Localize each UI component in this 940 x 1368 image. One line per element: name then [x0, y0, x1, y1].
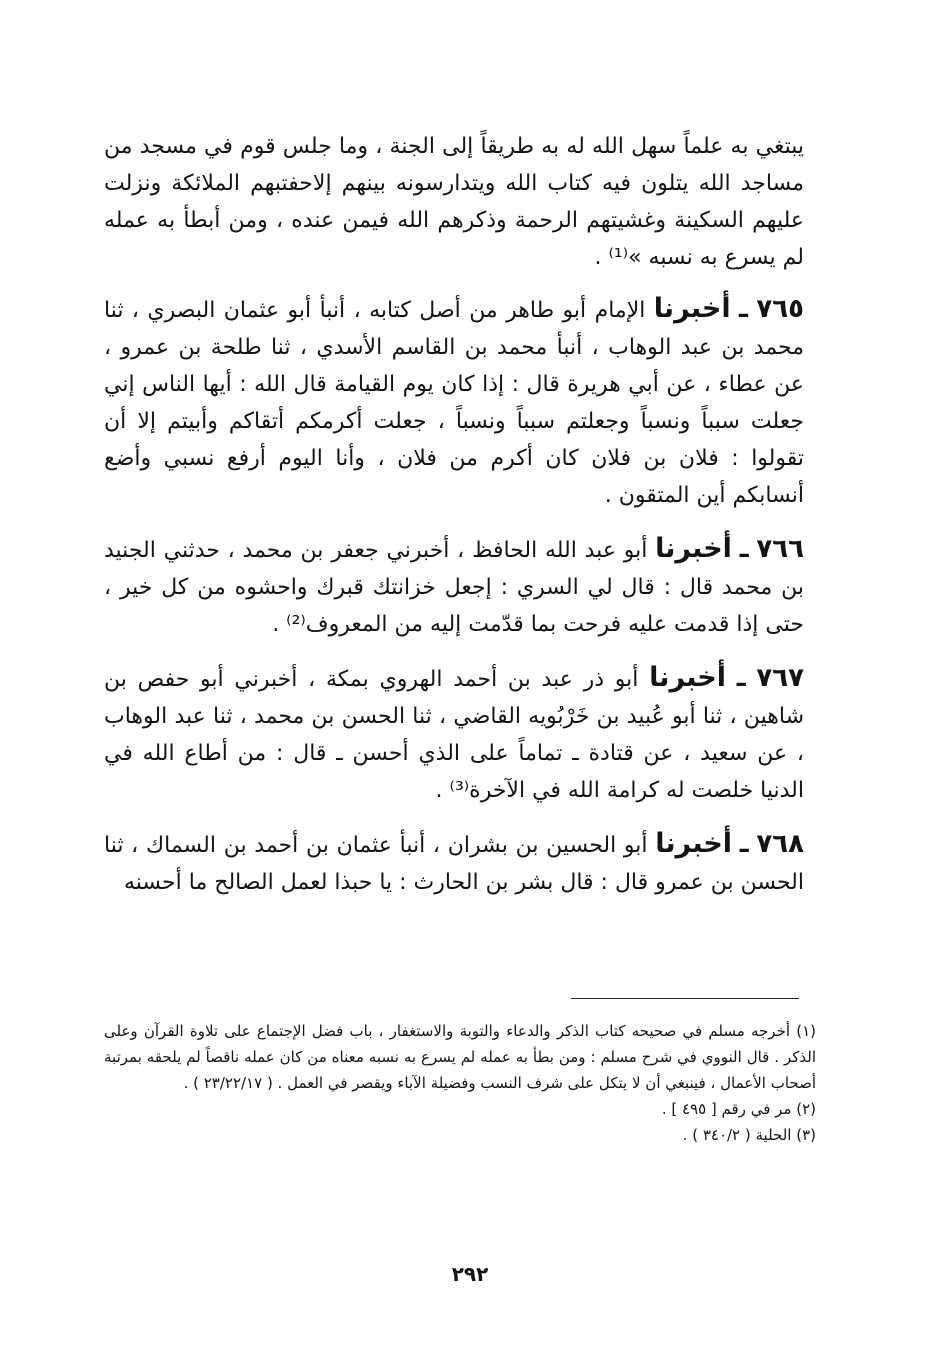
- hadith-765: [104, 290, 804, 514]
- number-dash: ـ: [739, 534, 749, 564]
- hadith-text: أبو ذر عبد بن أحمد الهروي بمكة ، أخبرني أبو حفص بن شاهين ، ثنا أبو عُبيد بن خَرْبُويه القاضي ، ثنا الحسن بن محمد ، ثنا عبد الوهاب ، عن سعيد ، عن قتادة ـ تماماً على الذي أحسن ـ قال : من أطاع الله في الدنيا خلصت له كرامة الله في الآخرة⁽³⁾ .: [104, 667, 804, 803]
- paragraph-text: يبتغي به علماً سهل الله له به طريقاً إلى الجنة ، وما جلس قوم في مسجد من مساجد الله يتلون فيه كتاب الله ويتدارسونه بينهم إلاحفتبهم الملائكة ونزلت عليهم السكينة وغشيتهم الرحمة وذكرهم الله فيمن عنده ، ومن أبطأ به عمله لم يسرع به نسبه »⁽¹⁾ .: [104, 134, 804, 270]
- hadith-keyword: أخبرنا: [655, 533, 732, 564]
- hadith-number: ٧٦٥: [756, 294, 804, 324]
- hadith-number: ٧٦٦: [756, 534, 804, 564]
- hadith-767: [104, 659, 804, 809]
- footnote-1: (١) أخرجه مسلم في صحيحه كتاب الذكر والدعاء والتوبة والاستغفار ، باب فضل الإجتماع على تلاوة القرآن وعلى الذكر . قال النووي في شرح مسلم : ومن بطأ به عمله لم يسرع به نسبه معناه من كان عمله ناقصاً لم يلحقه بمرتبة أصحاب الأعمال ، فينبغي أن لا يتكل على شرف النسب وفضيلة الآباء ويقصر في العمل . ( ٢٣/٢٢/١٧ ) .: [104, 1022, 816, 1092]
- hadith-766: [104, 530, 804, 643]
- number-dash: ـ: [739, 829, 749, 859]
- hadith-768: [104, 825, 804, 901]
- footnote-2: (٢) مر في رقم [ ٤٩٥ ] .: [661, 1100, 816, 1118]
- number-dash: ـ: [736, 663, 746, 693]
- footnote-separator: [571, 998, 799, 999]
- hadith-text: الإمام أبو طاهر من أصل كتابه ، أنبأ أبو عثمان البصري ، ثنا محمد بن عبد الوهاب ، أنبأ محمد بن القاسم الأسدي ، ثنا طلحة بن عمرو ، عن عطاء ، عن أبي هريرة قال : إذا كان يوم القيامة قال الله : أيها الناس إني جعلت سبباً ونسباً وجعلتم سبباً ونسباً ، جعلت أكرمكم أتقاكم وأبيتم إلا أن تقولوا : فلان بن فلان كان أكرم من فلان ، وأنا اليوم أرفع نسبي وأضع أنسابكم أين المتقون .: [104, 298, 804, 508]
- hadith-text: أبو عبد الله الحافظ ، أخبرني جعفر بن محمد ، حدثني الجنيد بن محمد قال : قال لي السري : إجعل خزانتك قبرك واحشوه من كل خير ، حتى إذا قدمت عليه فرحت بما قدّمت إليه من المعروف⁽²⁾ .: [104, 538, 804, 637]
- footnotes: [104, 1018, 816, 1148]
- hadith-number: ٧٦٨: [756, 829, 804, 859]
- hadith-text: أبو الحسين بن بشران ، أنبأ عثمان بن أحمد بن السماك ، ثنا الحسن بن عمرو قال : قال بشر بن الحارث : يا حبذا لعمل الصالح ما أحسنه: [104, 833, 804, 895]
- hadith-keyword: أخبرنا: [649, 662, 726, 693]
- hadith-keyword: أخبرنا: [655, 828, 733, 859]
- hadith-number: ٧٦٧: [756, 663, 805, 693]
- page-number: ٢٩٢: [451, 1262, 489, 1286]
- footnote-3: (٣) الحلية ( ٣٤٠/٢ ) .: [682, 1126, 816, 1144]
- number-dash: ـ: [739, 294, 748, 324]
- hadith-keyword: أخبرنا: [653, 293, 731, 324]
- paragraph-continuation: [104, 128, 804, 276]
- main-text: [104, 128, 804, 917]
